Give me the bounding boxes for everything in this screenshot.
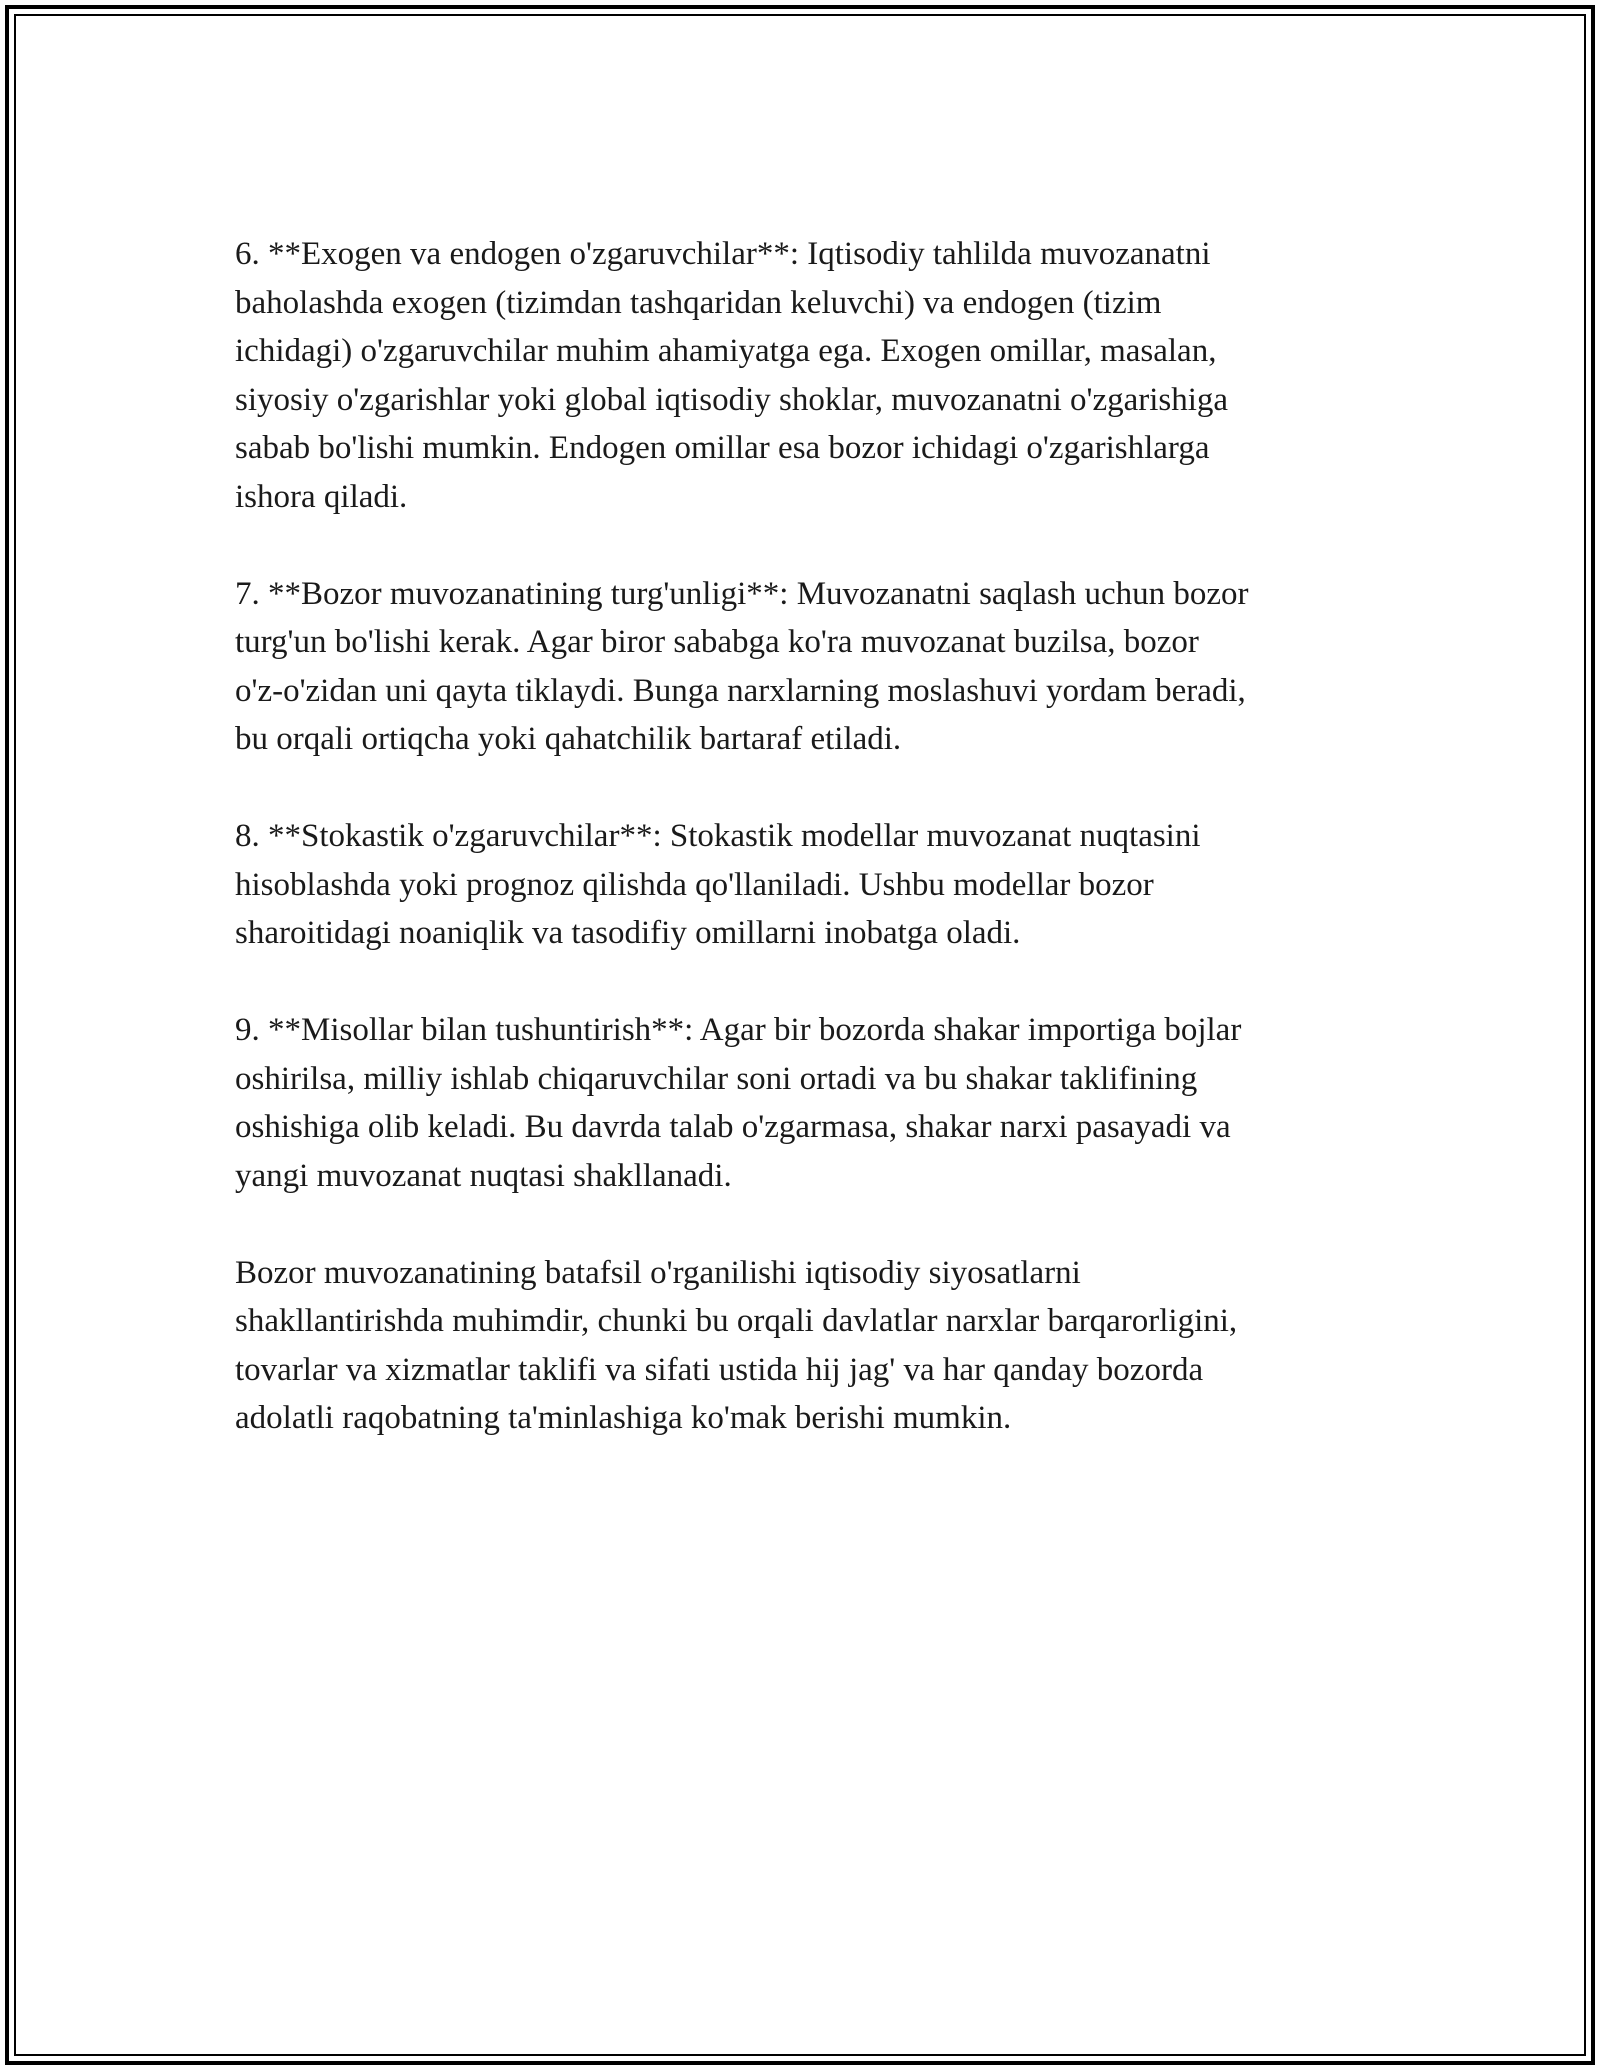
paragraph-market-stability: 7. **Bozor muvozanatining turg'unligi**: Muvozanatni saqlash uchun bozor turg'un bo'lishi kerak. Agar biror sababga ko'ra muvozanat buzilsa, bozor o'z-o'zidan uni qayta tiklaydi. Bunga narxlarning moslashuvi yordam beradi, bu orqali ortiqcha yoki qahatchilik bartaraf etiladi.: [235, 575, 1249, 757]
document-body: [235, 230, 1375, 1491]
paragraph-exogen-endogen: 6. **Exogen va endogen o'zgaruvchilar**: Iqtisodiy tahlilda muvozanatni baholashda exogen (tizimdan tashqaridan keluvchi) va endogen (tizim ichidagi) o'zgaruvchilar muhim ahamiyatga ega. Exogen omillar, masalan, siyosiy o'zgarishlar yoki global iqtisodiy shoklar, muvozanatni o'zgarishiga sabab bo'lishi mumkin. Endogen omillar esa bozor ichidagi o'zgarishlarga ishora qiladi.: [235, 236, 1229, 515]
paragraph-stochastic-variables: 8. **Stokastik o'zgaruvchilar**: Stokastik modellar muvozanat nuqtasini hisoblashda yoki prognoz qilishda qo'llaniladi. Ushbu modellar bozor sharoitidagi noaniqlik va tasodifiy omillarni inobatga oladi.: [235, 818, 1201, 951]
paragraph-conclusion: Bozor muvozanatining batafsil o'rganilishi iqtisodiy siyosatlarni shakllantirishda muhimdir, chunki bu orqali davlatlar narxlar barqarorligini, tovarlar va xizmatlar taklifi va sifati ustida hij jag' va har qanday bozorda adolatli raqobatning ta'minlashiga ko'mak berishi mumkin.: [235, 1254, 1238, 1436]
paragraph-examples: 9. **Misollar bilan tushuntirish**: Agar bir bozorda shakar importiga bojlar oshirilsa, milliy ishlab chiqaruvchilar soni ortadi va bu shakar taklifining oshishiga olib keladi. Bu davrda talab o'zgarmasa, shakar narxi pasayadi va yangi muvozanat nuqtasi shakllanadi.: [235, 1012, 1242, 1194]
